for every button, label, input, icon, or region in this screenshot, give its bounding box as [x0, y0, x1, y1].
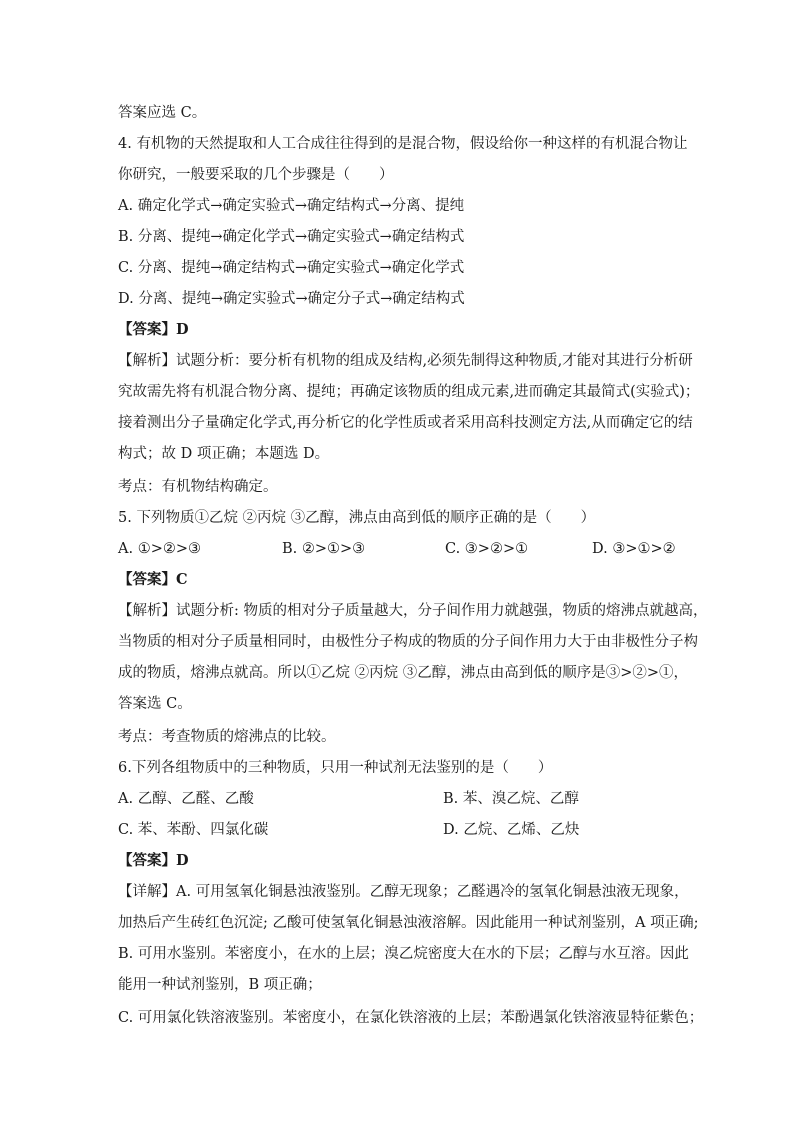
- question-4-option-d: D. 分离、提纯→确定实验式→确定分子式→确定结构式: [118, 291, 465, 307]
- question-6-stem: 6.下列各组物质中的三种物质，只用一种试剂无法鉴别的是（ ）: [118, 760, 553, 776]
- question-4-point: 考点：有机物结构确定。: [118, 479, 278, 495]
- question-4-option-b: B. 分离、提纯→确定化学式→确定实验式→确定结构式: [118, 229, 465, 245]
- question-5-stem: 5. 下列物质①乙烷 ②丙烷 ③乙醇，沸点由高到低的顺序正确的是（ ）: [118, 510, 596, 526]
- question-4-analysis-3: 接着测出分子量确定化学式,再分析它的化学性质或者采用高科技测定方法,从而确定它的结: [118, 415, 693, 431]
- question-4-stem-cont: 你研究，一般要采取的几个步骤是（ ）: [118, 167, 394, 183]
- question-4-answer: 【答案】D: [118, 321, 189, 338]
- question-6-option-d: D. 乙烷、乙烯、乙炔: [443, 822, 580, 838]
- question-5-answer: 【答案】C: [118, 571, 188, 588]
- question-6-detail-3: B. 可用水鉴别。苯密度小，在水的上层；溴乙烷密度大在水的下层；乙醇与水互溶。因此: [118, 946, 689, 962]
- question-6-option-c: C. 苯、苯酚、四氯化碳: [118, 822, 269, 838]
- question-5-point: 考点：考查物质的熔沸点的比较。: [118, 729, 336, 745]
- question-4-stem: 4. 有机物的天然提取和人工合成往往得到的是混合物，假设给你一种这样的有机混合物让: [118, 136, 688, 152]
- question-4-analysis-4: 构式；故 D 项正确；本题选 D。: [118, 446, 330, 462]
- question-6-detail-2: 加热后产生砖红色沉淀; 乙酸可使氢氧化铜悬浊液溶解。因此能用一种试剂鉴别，A 项正确;: [118, 915, 699, 931]
- question-5-analysis-2: 当物质的相对分子质量相同时，由极性分子构成的物质的分子间作用力大于由非极性分子构: [118, 634, 698, 650]
- question-4-option-c: C. 分离、提纯→确定结构式→确定实验式→确定化学式: [118, 260, 465, 276]
- question-6-detail-4: 能用一种试剂鉴别，B 项正确；: [118, 977, 322, 993]
- question-5-analysis: 【解析】试题分析: 物质的相对分子质量越大，分子间作用力就越强，物质的熔沸点就越高，: [118, 603, 708, 619]
- question-5-option-b: B. ②>①>③: [282, 541, 366, 557]
- answer-text: 答案应选 C。: [118, 105, 207, 121]
- question-6-option-b: B. 苯、溴乙烷、乙醇: [443, 791, 579, 807]
- question-6-option-a: A. 乙醇、乙醛、乙酸: [118, 791, 254, 807]
- question-4-analysis-2: 究故需先将有机混合物分离、提纯；再确定该物质的组成元素,进而确定其最简式(实验式)；: [118, 384, 700, 400]
- question-4-option-a: A. 确定化学式→确定实验式→确定结构式→分离、提纯: [118, 198, 465, 214]
- question-5-analysis-4: 答案选 C。: [118, 696, 192, 712]
- question-6-detail: 【详解】A. 可用氢氧化铜悬浊液鉴别。乙醇无现象；乙醛遇冷的氢氧化铜悬浊液无现象，: [118, 884, 689, 900]
- question-5-analysis-3: 成的物质，熔沸点就高。所以①乙烷 ②丙烷 ③乙醇，沸点由高到低的顺序是③>②>①，: [118, 665, 689, 681]
- question-4-analysis: 【解析】试题分析：要分析有机物的组成及结构,必须先制得这种物质,才能对其进行分析研: [118, 353, 693, 369]
- question-6-answer: 【答案】D: [118, 852, 189, 869]
- question-6-detail-5: C. 可用氯化铁溶液鉴别。苯密度小，在氯化铁溶液的上层；苯酚遇氯化铁溶液显特征紫色；: [118, 1010, 704, 1026]
- question-5-option-a: A. ①>②>③: [118, 541, 201, 557]
- question-5-option-d: D. ③>①>②: [592, 541, 676, 557]
- question-5-option-c: C. ③>②>①: [445, 541, 529, 557]
